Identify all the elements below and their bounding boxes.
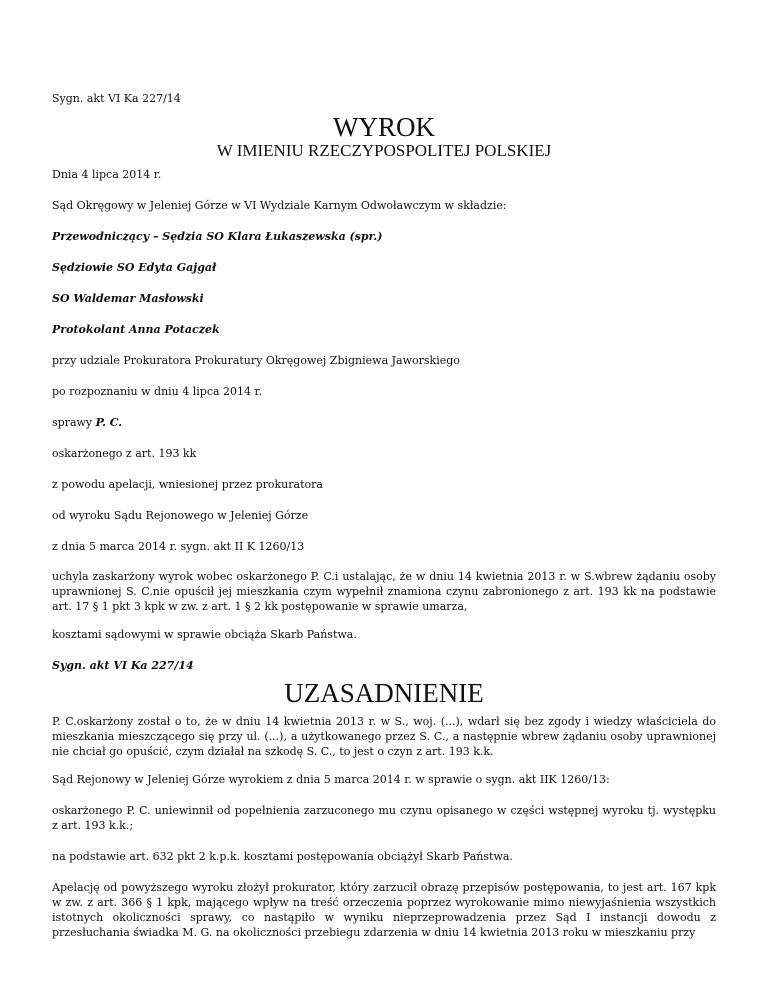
presiding-judge: Przewodniczący – Sędzia SO Klara Łukaszewska (spr.)	[52, 230, 383, 243]
prosecutor-line: przy udziale Prokuratora Prokuratury Okręgowej Zbigniewa Jaworskiego	[52, 354, 460, 367]
justification-para-5: Apelację od powyższego wyroku złożył prokurator, który zarzucił obrazę przepisów postępowania, to jest art. 167 kpk w zw. z art. 366 § 1 kpk, mającego wpływ na treść orzeczenia poprzez wyrokowanie mimo niewyjaśnienia wszystkich istotnych okoliczności sprawy, co nastąpiło w wyniku nieprzeprowadzenia przez Sąd I instancji dowodu z przesłuchania świadka M. G. na okoliczności przebiegu zdarzenia w dniu 14 kwietnia 2013 roku w mieszkaniu przy	[52, 881, 716, 939]
defendant-name: P. C.	[95, 416, 123, 429]
justification-title: UZASADNIENIE	[284, 678, 484, 708]
clerk-line: Protokolant Anna Potaczek	[52, 323, 220, 336]
costs-line: kosztami sądowymi w sprawie obciąża Skarb Państwa.	[52, 628, 357, 641]
appeal-line: z powodu apelacji, wniesionej przez prokuratora	[52, 478, 323, 491]
court-line: Sąd Okręgowy w Jeleniej Górze w VI Wydziale Karnym Odwoławczym w składzie:	[52, 199, 507, 212]
hearing-line: po rozpoznaniu w dniu 4 lipca 2014 r.	[52, 385, 263, 398]
justification-para-2: Sąd Rejonowy w Jeleniej Górze wyrokiem z dnia 5 marca 2014 r. w sprawie o sygn. akt IIK 1260/13:	[52, 773, 610, 786]
date-line: Dnia 4 lipca 2014 r.	[52, 168, 162, 181]
document-subtitle: W IMIENIU RZECZYPOSPOLITEJ POLSKIEJ	[216, 141, 552, 160]
from-line: od wyroku Sądu Rejonowego w Jeleniej Górze	[52, 509, 309, 522]
judge-second: SO Waldemar Masłowski	[52, 292, 204, 305]
justification-para-3: oskarżonego P. C. uniewinnił od popełnienia zarzuconego mu czynu opisanego w części wstępnej wyroku tj. występku z art. 193 k.k.;	[52, 804, 716, 832]
justification-para-1: P. C.oskarżony został o to, że w dniu 14 kwietnia 2013 r. w S., woj. (...), wdarł się bez zgody i wiedzy właściciela do mieszkania mieszczącego się przy ul. (...), a użytkowanego przez S. C., a następnie wbrew żądaniu osoby uprawnionej nie chciał go opuścić, czym działał na szkodę S. C., to jest o czyn z art. 193 k.k.	[52, 715, 716, 758]
charge-line: oskarżonego z art. 193 kk	[52, 447, 197, 460]
document-title: WYROK	[333, 112, 435, 142]
case-signature-bottom: Sygn. akt VI Ka 227/14	[52, 659, 194, 672]
justification-para-4: na podstawie art. 632 pkt 2 k.p.k. kosztami postępowania obciążył Skarb Państwa.	[52, 850, 513, 863]
judges-line: Sędziowie SO Edyta Gajgał	[52, 261, 217, 274]
ref-line: z dnia 5 marca 2014 r. sygn. akt II K 1260/13	[52, 540, 305, 553]
case-signature: Sygn. akt VI Ka 227/14	[52, 92, 181, 105]
ruling-paragraph: uchyla zaskarżony wyrok wobec oskarżonego P. C.i ustalając, że w dniu 14 kwietnia 2013 r. w S.wbrew żądaniu osoby uprawnionej S. C.nie opuścił jej mieszkania czym wypełnił znamiona czynu zabronionego z art. 193 kk na podstawie art. 17 § 1 pkt 3 kpk w zw. z art. 1 § 2 kk postępowanie w sprawie umarza,	[52, 570, 716, 613]
case-line	[52, 415, 716, 430]
case-prefix: sprawy	[52, 416, 96, 429]
